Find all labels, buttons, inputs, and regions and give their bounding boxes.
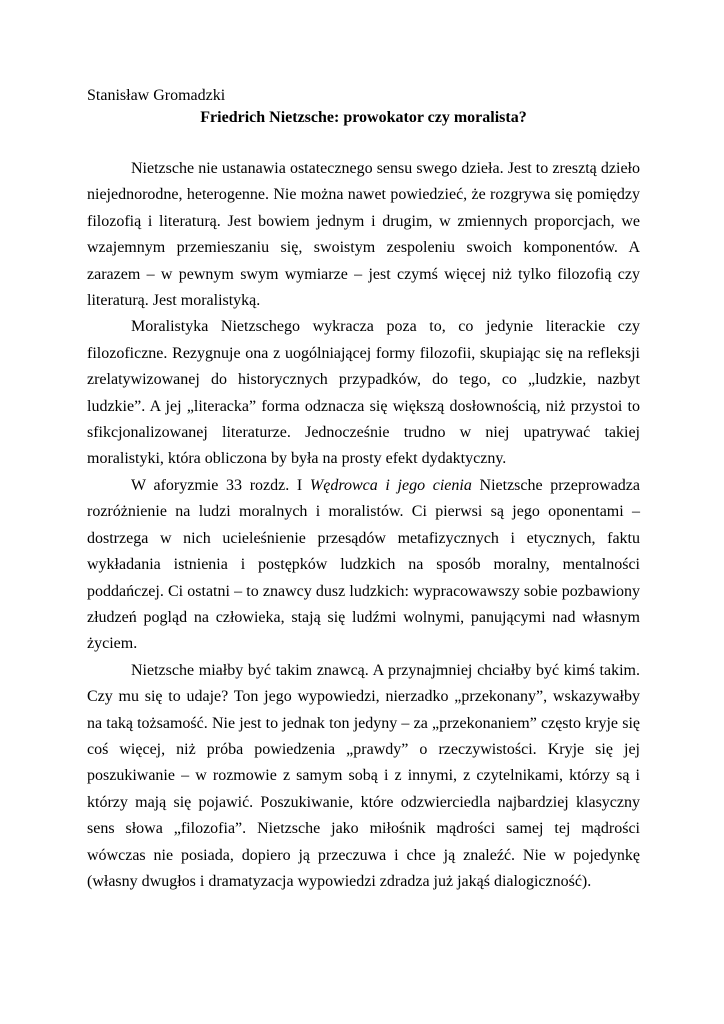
paragraph-3-rest: Nietzsche przeprowadza rozróżnienie na ludzi moralnych i moralistów. Ci pierwsi są jego oponentami – dostrzega w nich ucieleśnienie przesądów metafizycznych i etycznych, faktu wykładania istnienia i postępków ludzkich na sposób moralny, mentalności poddańczej. Ci ostatni – to znawcy dusz ludzkich: wypracowawszy sobie pozbawiony złudzeń pogląd na człowieka, stają się ludźmi wolnymi, panującymi nad własnym życiem. xyxy=(87,476,641,653)
paragraph-4: Nietzsche miałby być takim znawcą. A przynajmniej chciałby być kimś takim. Czy mu się to udaje? Ton jego wypowiedzi, nierzadko „przekonany”, wskazywałby na taką tożsamość. Nie jest to jednak ton jedyny – za „przekonaniem” często kryje się coś więcej, niż próba powiedzenia „prawdy” o rzeczywistości. Kryje się jej poszukiwanie – w rozmowie z samym sobą i z innymi, z czytelnikami, którzy są i którzy mają się pojawić. Poszukiwanie, które odzwierciedla najbardziej klasyczny sens słowa „filozofia”. Nietzsche jako miłośnik mądrości samej tej mądrości wówczas nie posiada, dopiero ją przeczuwa i chce ją znaleźć. Nie w pojedynkę (własny dwugłos i dramatyzacja wypowiedzi zdradza już jakąś dialogiczność). xyxy=(87,661,640,890)
paragraph-2: Moralistyka Nietzschego wykracza poza to, co jedynie literackie czy filozoficzne. Rezygnuje ona z uogólniającej formy filozofii, skupiając się na refleksji zrelatywizowanej do historycznych przypadków, do tego, co „ludzkie, nazbyt ludzkie”. A jej „literacka” forma odznacza się większą dosłownością, niż przystoi to sfikcjonalizowanej literaturze. Jednocześnie trudno w niej upatrywać takiej moralistyki, która obliczona by była na prosty efekt dydaktyczny. xyxy=(87,318,640,468)
book-title-italic: Wędrowca i jego cienia xyxy=(309,476,472,494)
document-title: Friedrich Nietzsche: prowokator czy moralista? xyxy=(200,109,527,126)
paragraph-3-lead: W aforyzmie 33 rozdz. I xyxy=(131,476,310,494)
paragraph-1: Nietzsche nie ustanawia ostatecznego sensu swego dzieła. Jest to zresztą dzieło niejednorodne, heterogenne. Nie można nawet powiedzieć, że rozgrywa się pomiędzy filozofią i literaturą. Jest bowiem jednym i drugim, w zmiennych proporcjach, we wzajemnym przemieszaniu się, swoistym zespoleniu swoich komponentów. A zarazem – w pewnym swym wymiarze – jest czymś więcej niż tylko filozofią czy literaturą. Jest moralistyką. xyxy=(87,160,640,310)
paragraph-3 xyxy=(87,473,640,658)
document-page xyxy=(87,85,640,895)
author-name: Stanisław Gromadzki xyxy=(87,87,226,104)
